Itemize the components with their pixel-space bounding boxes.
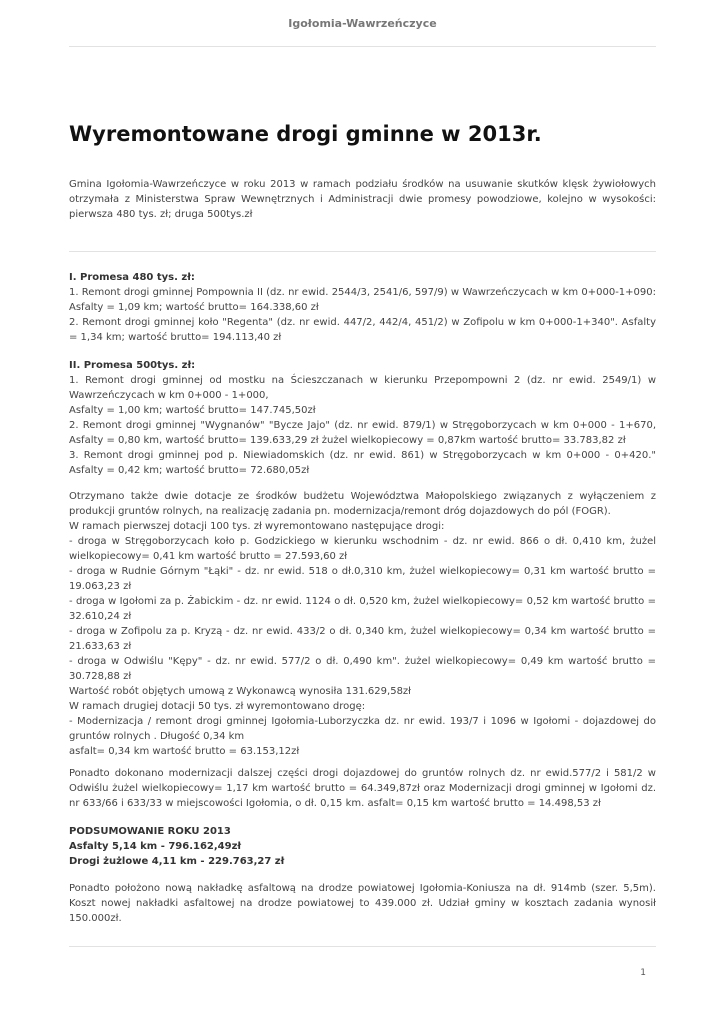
list-item: W ramach pierwszej dotacji 100 tys. zł wyremontowano następujące drogi: xyxy=(69,521,445,532)
page-title: Wyremontowane drogi gminne w 2013r. xyxy=(69,122,542,146)
list-item: Wartość robót objętych umową z Wykonawcą wynosiła 131.629,58zł xyxy=(69,686,412,697)
section-dotacje xyxy=(69,489,656,759)
list-item: 3. Remont drogi gminnej pod p. Niewiadomskich (dz. nr ewid. 861) w Stręgoborzycach w km 0+000 - 0+420." Asfalty = 0,42 km; wartość brutto= 72.680,05zł xyxy=(69,450,656,476)
section-divider xyxy=(69,251,656,252)
list-item: - Modernizacja / remont drogi gminnej Igołomia-Luborzyczka dz. nr ewid. 193/7 i 1096 w Igołomi - dojazdowej do gruntów rolnych . Długość 0,34 km xyxy=(69,716,656,742)
list-item: Otrzymano także dwie dotacje ze środków budżetu Województwa Małopolskiego związanych z wyłączeniem z produkcji gruntów rolnych, na realizację zadania pn. modernizacja/remont dróg dojazdowych do pól (FOGR). xyxy=(69,491,656,517)
list-item: W ramach drugiej dotacji 50 tys. zł wyremontowano drogę: xyxy=(69,701,366,712)
summary-heading: PODSUMOWANIE ROKU 2013 xyxy=(69,826,231,837)
section-promesa-480 xyxy=(69,270,656,345)
list-item: 1. Remont drogi gminnej Pompownia II (dz. nr ewid. 2544/3, 2541/6, 597/9) w Wawrzeńczycach w km 0+000-1+090: Asfalty = 1,09 km; wartość brutto= 164.338,60 zł xyxy=(69,287,656,313)
list-item: Asfalty = 1,00 km; wartość brutto= 147.745,50zł xyxy=(69,405,316,416)
list-item: 2. Remont drogi gminnej koło "Regenta" (dz. nr ewid. 447/2, 442/4, 451/2) w Zofipolu w km 0+000-1+340". Asfalty = 1,34 km; wartość brutto= 194.113,40 zł xyxy=(69,317,656,343)
list-item: - droga w Odwiślu "Kępy" - dz. nr ewid. 577/2 o dł. 0,490 km". żużel wielkopiecowy= 0,49 km wartość brutto = 30.728,88 zł xyxy=(69,656,656,682)
footer-divider xyxy=(69,946,656,947)
summary-block xyxy=(69,824,656,869)
list-item: - droga w Zofipolu za p. Kryzą - dz. nr ewid. 433/2 o dł. 0,340 km, żużel wielkopiecowy= 0,34 km wartość brutto = 21.633,63 zł xyxy=(69,626,656,652)
intro-paragraph: Gmina Igołomia-Wawrzeńczyce w roku 2013 w ramach podziału środków na usuwanie skutków klęsk żywiołowych otrzymała z Ministerstwa Spraw Wewnętrznych i Administracji dwie promesy powodziowe, kolejno w wysokości: pierwsza 480 tys. zł; druga 500tys.zł xyxy=(69,179,656,220)
modernizacja-paragraph: Ponadto dokonano modernizacji dalszej części drogi dojazdowej do gruntów rolnych dz. nr ewid.577/2 i 581/2 w Odwiślu żużel wielkopiecowy= 1,17 km wartość brutto = 64.349,87zł oraz Modernizacji drogi gminnej w Igołomi dz. nr 633/66 i 633/33 w miejscowości Igołomia, o dł. 0,15 km. asfalt= 0,15 km wartość brutto = 14.498,53 zł xyxy=(69,768,656,809)
header-divider xyxy=(69,46,656,47)
section-heading: I. Promesa 480 tys. zł: xyxy=(69,272,195,283)
list-item: - droga w Igołomi za p. Żabickim - dz. nr ewid. 1124 o dł. 0,520 km, żużel wielkopiecowy= 0,52 km wartość brutto = 32.610,24 zł xyxy=(69,596,656,622)
list-item: 2. Remont drogi gminnej "Wygnanów" "Bycze Jajo" (dz. nr ewid. 879/1) w Stręgoborzycach w km 0+000 - 1+670, Asfalty = 0,80 km, wartość brutto= 139.633,29 zł żużel wielkopiecowy = 0,87km wartość brutto= 33.783,82 zł xyxy=(69,420,656,446)
list-item: asfalt= 0,34 km wartość brutto = 63.153,12zł xyxy=(69,746,300,757)
closing-paragraph: Ponadto położono nową nakładkę asfaltową na drodze powiatowej Igołomia-Koniusza na dł. 914mb (szer. 5,5m). Koszt nowej nakładki asfaltowej na drodze powiatowej to 439.000 zł. Udział gminy w kosztach zadania wynosił 150.000zł. xyxy=(69,883,656,924)
summary-asfalty: Asfalty 5,14 km - 796.162,49zł xyxy=(69,841,242,852)
page-number: 1 xyxy=(640,968,646,978)
running-header: Igołomia-Wawrzeńczyce xyxy=(288,17,437,30)
section-heading: II. Promesa 500tys. zł: xyxy=(69,360,196,371)
summary-drogi: Drogi żużlowe 4,11 km - 229.763,27 zł xyxy=(69,856,285,867)
list-item: - droga w Stręgoborzycach koło p. Godzickiego w kierunku wschodnim - dz. nr ewid. 866 o dł. 0,410 km, żużel wielkopiecowy= 0,41 km wartość brutto = 27.593,60 zł xyxy=(69,536,656,562)
list-item: 1. Remont drogi gminnej od mostku na Ścieszczanach w kierunku Przepompowni 2 (dz. nr ewid. 2549/1) w Wawrzeńczycach w km 0+000 - 1+000, xyxy=(69,375,656,401)
section-promesa-500 xyxy=(69,358,656,478)
list-item: - droga w Rudnie Górnym "Łąki" - dz. nr ewid. 518 o dł.0,310 km, żużel wielkopiecowy= 0,31 km wartość brutto = 19.063,23 zł xyxy=(69,566,656,592)
